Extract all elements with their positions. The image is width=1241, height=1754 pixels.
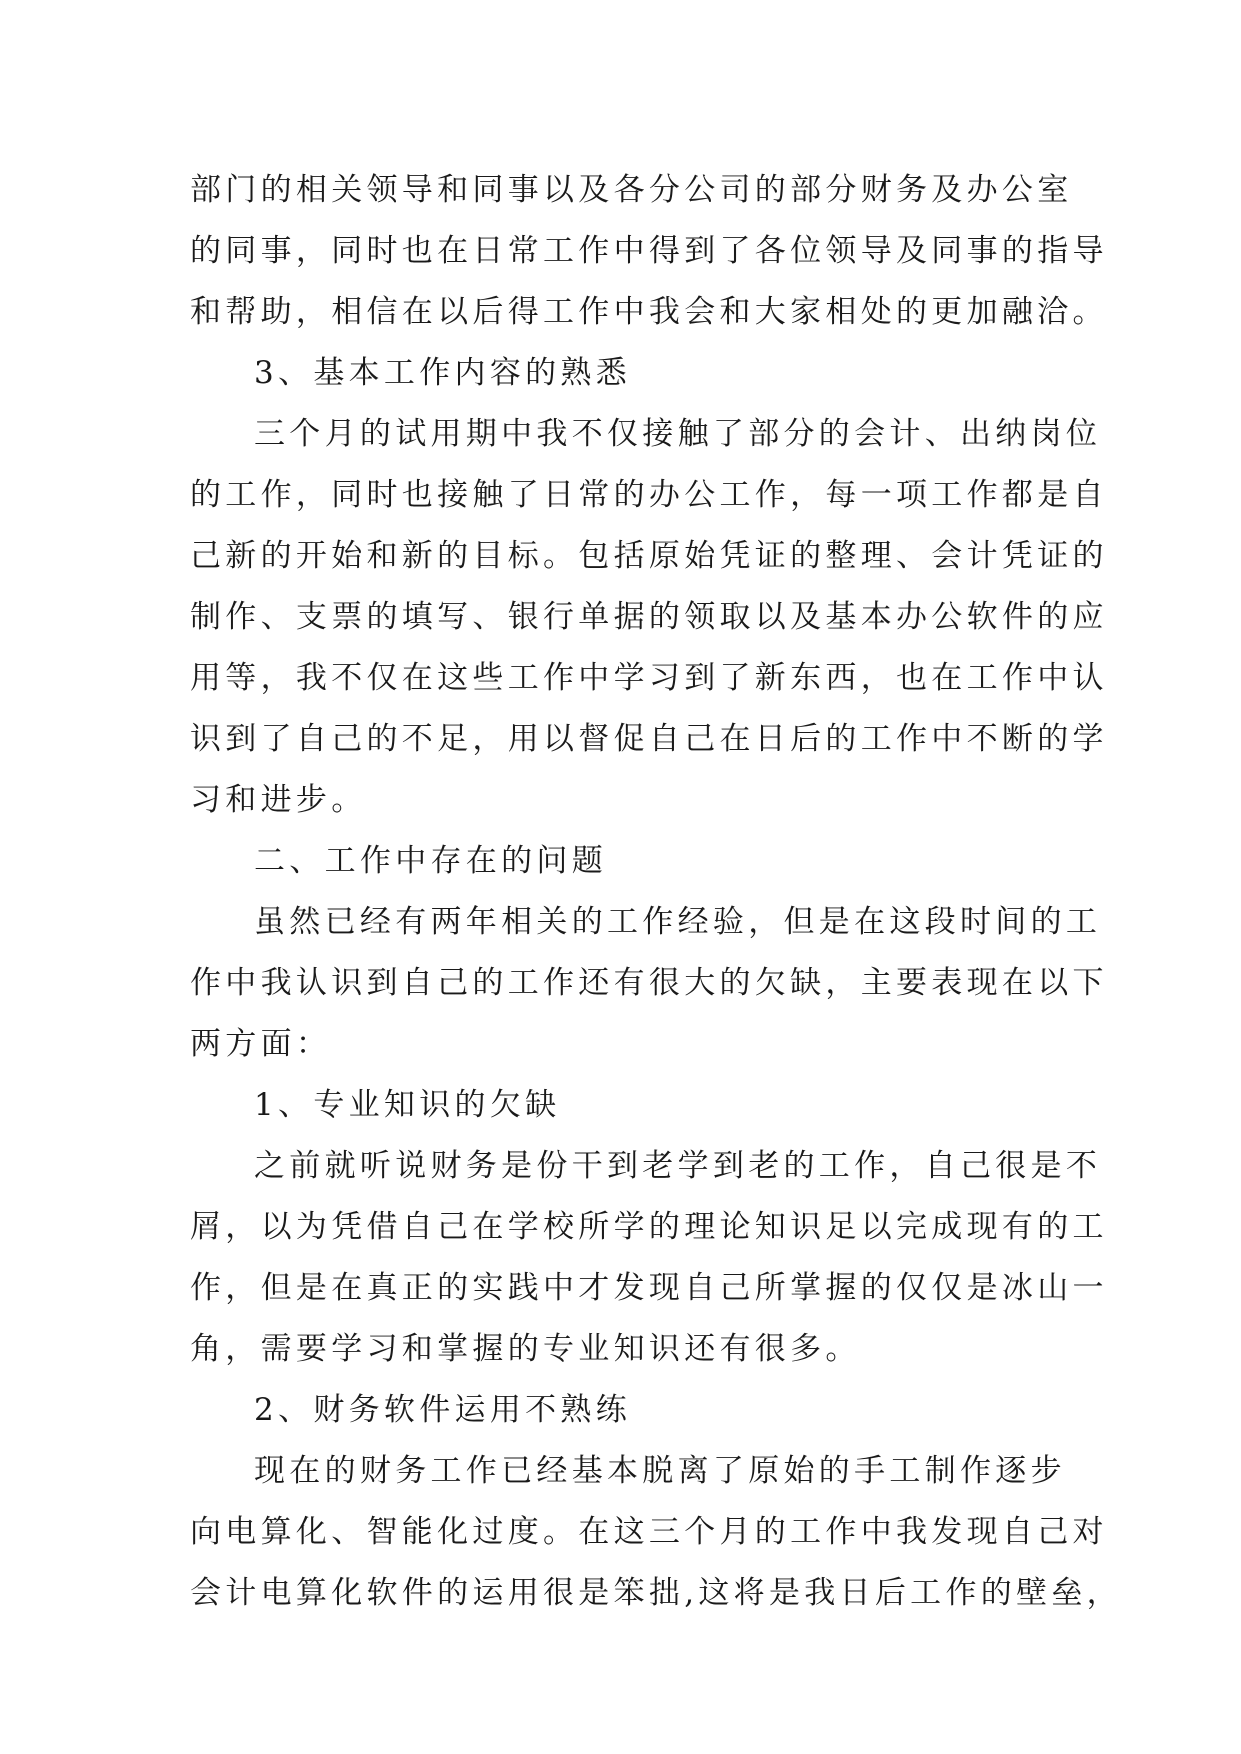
text-line: 向电算化、智能化过度。在这三个月的工作中我发现自己对 <box>190 1514 1108 1550</box>
section-heading: 1、专业知识的欠缺 <box>254 1087 561 1123</box>
text-line: 部门的相关领导和同事以及各分公司的部分财务及办公室 <box>190 172 1073 208</box>
text-line: 的同事，同时也在日常工作中得到了各位领导及同事的指导 <box>190 233 1108 269</box>
paragraph-first-line: 现在的财务工作已经基本脱离了原始的手工制作逐步 <box>254 1453 1066 1489</box>
text-line: 制作、支票的填写、银行单据的领取以及基本办公软件的应 <box>190 599 1108 635</box>
section-heading: 2、财务软件运用不熟练 <box>254 1392 632 1428</box>
text-line: 识到了自己的不足，用以督促自己在日后的工作中不断的学 <box>190 721 1108 757</box>
text-line: 会计电算化软件的运用很是笨拙,这将是我日后工作的壁垒， <box>190 1575 1122 1611</box>
text-line: 两方面： <box>190 1026 332 1062</box>
text-line: 作，但是在真正的实践中才发现自己所掌握的仅仅是冰山一 <box>190 1270 1108 1306</box>
text-line: 习和进步。 <box>190 782 367 818</box>
text-line: 角，需要学习和掌握的专业知识还有很多。 <box>190 1331 861 1367</box>
text-line: 用等，我不仅在这些工作中学习到了新东西，也在工作中认 <box>190 660 1108 696</box>
paragraph-first-line: 三个月的试用期中我不仅接触了部分的会计、出纳岗位 <box>254 416 1102 452</box>
paragraph-first-line: 虽然已经有两年相关的工作经验，但是在这段时间的工 <box>254 904 1102 940</box>
text-line: 屑，以为凭借自己在学校所学的理论知识足以完成现有的工 <box>190 1209 1108 1245</box>
text-line: 的工作，同时也接触了日常的办公工作，每一项工作都是自 <box>190 477 1108 513</box>
section-heading: 二、工作中存在的问题 <box>254 843 607 879</box>
text-line: 己新的开始和新的目标。包括原始凭证的整理、会计凭证的 <box>190 538 1108 574</box>
paragraph-first-line: 之前就听说财务是份干到老学到老的工作，自己很是不 <box>254 1148 1102 1184</box>
text-line: 作中我认识到自己的工作还有很大的欠缺，主要表现在以下 <box>190 965 1108 1001</box>
document-body <box>190 160 1122 1624</box>
section-heading: 3、基本工作内容的熟悉 <box>254 355 632 391</box>
text-line: 和帮助，相信在以后得工作中我会和大家相处的更加融洽。 <box>190 294 1108 330</box>
